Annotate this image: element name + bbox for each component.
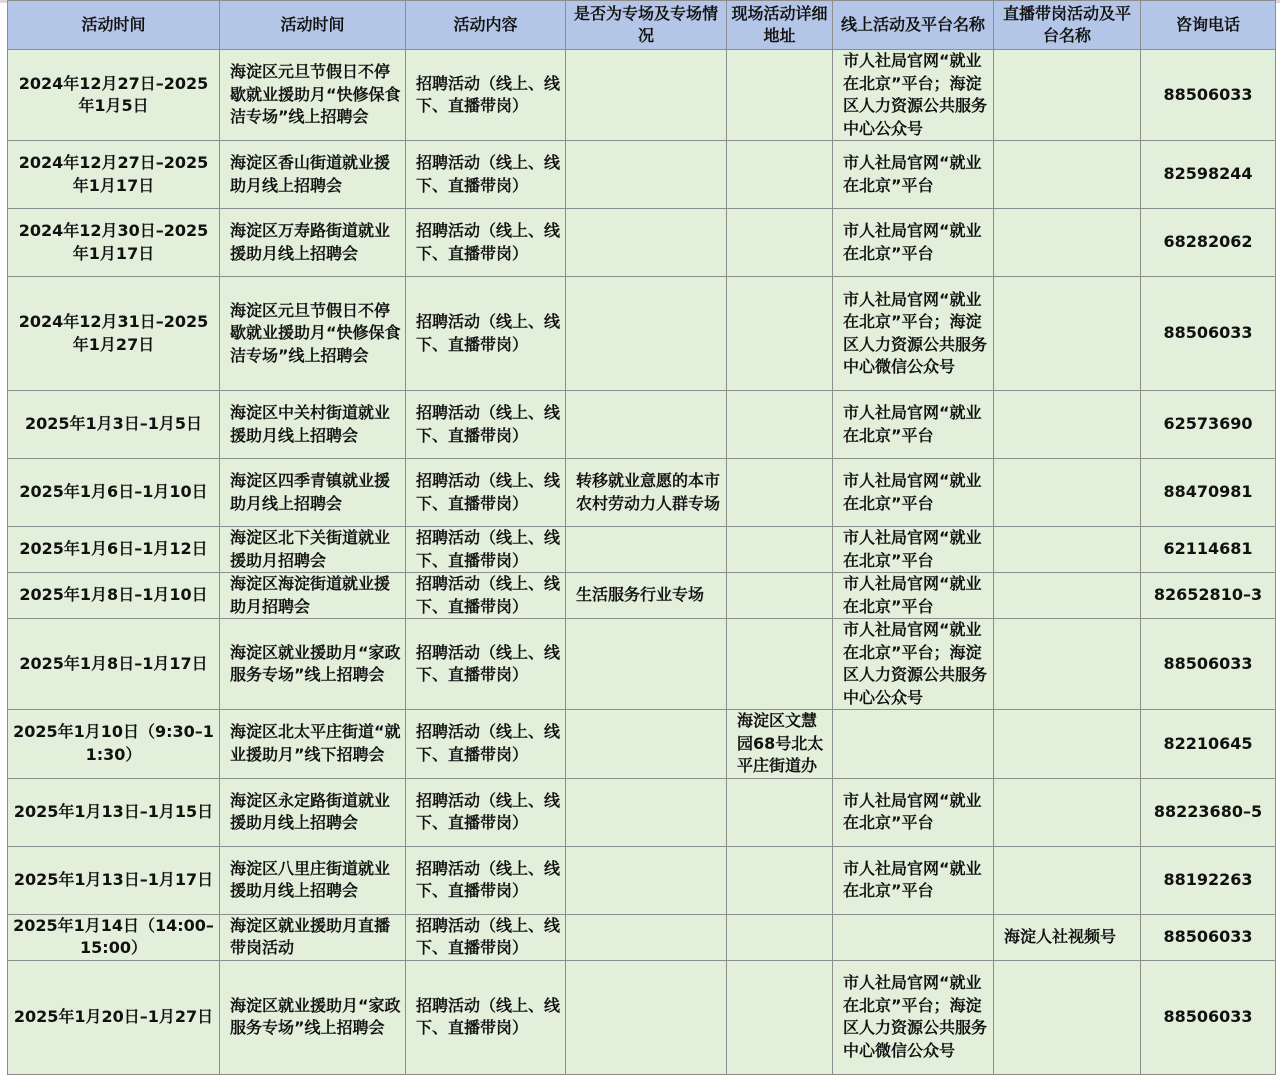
cell-live [994, 141, 1141, 209]
cell-address: 海淀区文慧园68号北太平庄街道办 [727, 710, 833, 779]
cell-phone: 62114681 [1141, 527, 1276, 573]
cell-content: 招聘活动（线上、线下、直播带岗） [406, 277, 566, 391]
cell-special [566, 778, 727, 846]
cell-content: 招聘活动（线上、线下、直播带岗） [406, 209, 566, 277]
cell-name: 海淀区四季青镇就业援助月线上招聘会 [220, 459, 406, 527]
cell-content: 招聘活动（线上、线下、直播带岗） [406, 960, 566, 1074]
activity-table [7, 0, 1276, 1075]
cell-phone: 88506033 [1141, 960, 1276, 1074]
cell-name: 海淀区北太平庄街道“就业援助月”线下招聘会 [220, 710, 406, 779]
cell-special: 转移就业意愿的本市农村劳动力人群专场 [566, 459, 727, 527]
cell-name: 海淀区万寿路街道就业援助月线上招聘会 [220, 209, 406, 277]
header-row [8, 1, 1276, 50]
cell-special [566, 846, 727, 914]
cell-address [727, 527, 833, 573]
cell-address [727, 619, 833, 710]
table-row [8, 141, 1276, 209]
cell-special: 生活服务行业专场 [566, 573, 727, 619]
cell-name: 海淀区八里庄街道就业援助月线上招聘会 [220, 846, 406, 914]
table-row [8, 459, 1276, 527]
cell-content: 招聘活动（线上、线下、直播带岗） [406, 914, 566, 960]
cell-online [833, 710, 994, 779]
cell-content: 招聘活动（线上、线下、直播带岗） [406, 527, 566, 573]
cell-live [994, 846, 1141, 914]
cell-special [566, 914, 727, 960]
table-row [8, 960, 1276, 1074]
header-special-session: 是否为专场及专场情况 [566, 1, 727, 50]
cell-content: 招聘活动（线上、线下、直播带岗） [406, 141, 566, 209]
cell-address [727, 391, 833, 459]
cell-time: 2025年1月8日–1月17日 [8, 619, 220, 710]
header-activity-time-2: 活动时间 [220, 1, 406, 50]
cell-time: 2025年1月3日–1月5日 [8, 391, 220, 459]
cell-online [833, 914, 994, 960]
table-row [8, 277, 1276, 391]
cell-online: 市人社局官网“就业在北京”平台 [833, 141, 994, 209]
cell-phone: 82598244 [1141, 141, 1276, 209]
cell-live [994, 459, 1141, 527]
cell-name: 海淀区就业援助月“家政服务专场”线上招聘会 [220, 619, 406, 710]
cell-special [566, 209, 727, 277]
cell-live [994, 209, 1141, 277]
cell-time: 2025年1月20日–1月27日 [8, 960, 220, 1074]
cell-name: 海淀区元旦节假日不停歇就业援助月“快修保食洁专场”线上招聘会 [220, 50, 406, 141]
cell-address [727, 914, 833, 960]
table-row [8, 209, 1276, 277]
cell-live: 海淀人社视频号 [994, 914, 1141, 960]
table-header [8, 1, 1276, 50]
table-row [8, 710, 1276, 779]
cell-name: 海淀区中关村街道就业援助月线上招聘会 [220, 391, 406, 459]
header-activity-content: 活动内容 [406, 1, 566, 50]
cell-live [994, 710, 1141, 779]
cell-content: 招聘活动（线上、线下、直播带岗） [406, 778, 566, 846]
cell-time: 2024年12月31日–2025年1月27日 [8, 277, 220, 391]
cell-time: 2025年1月14日（14:00–15:00） [8, 914, 220, 960]
cell-live [994, 277, 1141, 391]
cell-phone: 88506033 [1141, 619, 1276, 710]
cell-online: 市人社局官网“就业在北京”平台 [833, 459, 994, 527]
cell-online: 市人社局官网“就业在北京”平台 [833, 573, 994, 619]
cell-address [727, 277, 833, 391]
cell-time: 2025年1月13日–1月17日 [8, 846, 220, 914]
cell-content: 招聘活动（线上、线下、直播带岗） [406, 619, 566, 710]
cell-name: 海淀区元旦节假日不停歇就业援助月“快修保食洁专场”线上招聘会 [220, 277, 406, 391]
cell-online: 市人社局官网“就业在北京”平台；海淀区人力资源公共服务中心公众号 [833, 50, 994, 141]
table-row [8, 846, 1276, 914]
cell-special [566, 527, 727, 573]
cell-time: 2024年12月30日–2025年1月17日 [8, 209, 220, 277]
cell-name: 海淀区就业援助月“家政服务专场”线上招聘会 [220, 960, 406, 1074]
cell-name: 海淀区就业援助月直播带岗活动 [220, 914, 406, 960]
cell-address [727, 778, 833, 846]
cell-live [994, 778, 1141, 846]
cell-content: 招聘活动（线上、线下、直播带岗） [406, 846, 566, 914]
cell-address [727, 141, 833, 209]
cell-address [727, 573, 833, 619]
cell-special [566, 710, 727, 779]
cell-phone: 82652810–3 [1141, 573, 1276, 619]
cell-online: 市人社局官网“就业在北京”平台 [833, 527, 994, 573]
cell-live [994, 391, 1141, 459]
cell-special [566, 619, 727, 710]
cell-live [994, 960, 1141, 1074]
table-row [8, 527, 1276, 573]
cell-phone: 82210645 [1141, 710, 1276, 779]
cell-live [994, 619, 1141, 710]
cell-address [727, 209, 833, 277]
cell-name: 海淀区北下关街道就业援助月招聘会 [220, 527, 406, 573]
cell-phone: 62573690 [1141, 391, 1276, 459]
header-online-platform: 线上活动及平台名称 [833, 1, 994, 50]
cell-live [994, 527, 1141, 573]
cell-online: 市人社局官网“就业在北京”平台；海淀区人力资源公共服务中心微信公众号 [833, 277, 994, 391]
cell-phone: 88223680–5 [1141, 778, 1276, 846]
cell-name: 海淀区海淀街道就业援助月招聘会 [220, 573, 406, 619]
cell-time: 2025年1月8日–1月10日 [8, 573, 220, 619]
table-row [8, 573, 1276, 619]
table-row [8, 391, 1276, 459]
cell-address [727, 50, 833, 141]
cell-online: 市人社局官网“就业在北京”平台；海淀区人力资源公共服务中心微信公众号 [833, 960, 994, 1074]
cell-time: 2025年1月13日–1月15日 [8, 778, 220, 846]
cell-special [566, 277, 727, 391]
cell-online: 市人社局官网“就业在北京”平台 [833, 846, 994, 914]
cell-name: 海淀区香山街道就业援助月线上招聘会 [220, 141, 406, 209]
cell-time: 2025年1月10日（9:30–11:30） [8, 710, 220, 779]
cell-special [566, 141, 727, 209]
cell-phone: 88506033 [1141, 914, 1276, 960]
table-row [8, 778, 1276, 846]
cell-time: 2025年1月6日–1月10日 [8, 459, 220, 527]
cell-special [566, 391, 727, 459]
table-row [8, 619, 1276, 710]
header-activity-time: 活动时间 [8, 1, 220, 50]
cell-content: 招聘活动（线上、线下、直播带岗） [406, 573, 566, 619]
cell-special [566, 960, 727, 1074]
header-phone: 咨询电话 [1141, 1, 1276, 50]
header-venue-address: 现场活动详细地址 [727, 1, 833, 50]
cell-phone: 88506033 [1141, 50, 1276, 141]
cell-special [566, 50, 727, 141]
cell-live [994, 50, 1141, 141]
cell-address [727, 459, 833, 527]
cell-online: 市人社局官网“就业在北京”平台 [833, 778, 994, 846]
cell-time: 2024年12月27日–2025年1月17日 [8, 141, 220, 209]
cell-content: 招聘活动（线上、线下、直播带岗） [406, 391, 566, 459]
cell-phone: 68282062 [1141, 209, 1276, 277]
cell-online: 市人社局官网“就业在北京”平台；海淀区人力资源公共服务中心公众号 [833, 619, 994, 710]
table-row [8, 50, 1276, 141]
cell-phone: 88192263 [1141, 846, 1276, 914]
cell-phone: 88470981 [1141, 459, 1276, 527]
cell-time: 2024年12月27日–2025年1月5日 [8, 50, 220, 141]
cell-content: 招聘活动（线上、线下、直播带岗） [406, 50, 566, 141]
cell-content: 招聘活动（线上、线下、直播带岗） [406, 459, 566, 527]
cell-phone: 88506033 [1141, 277, 1276, 391]
header-live-stream: 直播带岗活动及平台名称 [994, 1, 1141, 50]
cell-online: 市人社局官网“就业在北京”平台 [833, 391, 994, 459]
table-row [8, 914, 1276, 960]
cell-live [994, 573, 1141, 619]
table-body [8, 50, 1276, 1075]
cell-content: 招聘活动（线上、线下、直播带岗） [406, 710, 566, 779]
cell-address [727, 846, 833, 914]
cell-time: 2025年1月6日–1月12日 [8, 527, 220, 573]
cell-name: 海淀区永定路街道就业援助月线上招聘会 [220, 778, 406, 846]
cell-online: 市人社局官网“就业在北京”平台 [833, 209, 994, 277]
cell-address [727, 960, 833, 1074]
